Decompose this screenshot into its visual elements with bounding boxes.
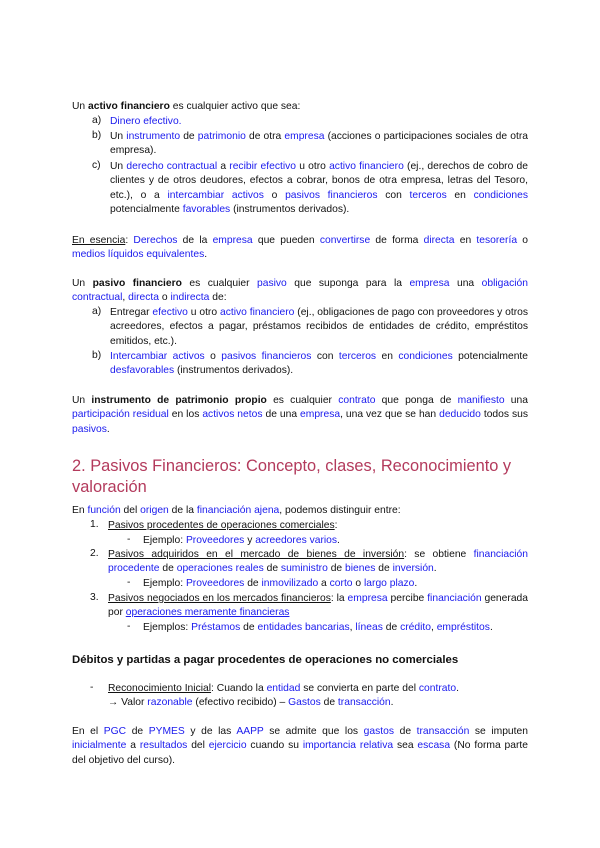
link-text[interactable]: escasa: [417, 740, 451, 752]
list-marker: 3.: [90, 592, 99, 603]
list-item: [92, 115, 528, 129]
link-text[interactable]: patrimonio: [197, 131, 246, 142]
link-text[interactable]: ejercicio: [208, 740, 247, 752]
link-text[interactable]: recibir efectivo: [229, 161, 296, 172]
link-text[interactable]: pasivos financieros: [285, 189, 378, 201]
link-text[interactable]: inmovilizado: [261, 578, 319, 589]
text: o: [263, 189, 286, 201]
text: de forma: [370, 235, 424, 246]
text: .: [489, 622, 493, 633]
link-text[interactable]: favorables: [182, 204, 231, 216]
link-text[interactable]: PGC: [103, 726, 127, 737]
link-text[interactable]: Dinero efectivo.: [110, 116, 182, 127]
text: (ej., obligaciones de pago con proveedores y otros acreedores, efectos a pagar, préstamos recibidos de entidades de crédito, empréstitos emitidos, etc.).: [110, 307, 529, 347]
activo-financiero-intro: [72, 100, 528, 114]
link-text[interactable]: condiciones: [473, 189, 528, 201]
link-text[interactable]: pasivos financieros: [221, 351, 312, 362]
list-marker: b): [92, 350, 102, 361]
link-text[interactable]: terceros: [409, 189, 447, 201]
link-text[interactable]: contrato: [418, 683, 457, 694]
text: de: [244, 578, 262, 589]
link-text[interactable]: inversión: [392, 563, 434, 575]
link-text[interactable]: origen: [140, 505, 169, 516]
text: .: [390, 697, 394, 709]
link-text[interactable]: medios líquidos equivalentes: [72, 249, 205, 261]
text: .: [414, 578, 418, 589]
text: (instrumentos derivados).: [174, 365, 294, 377]
list-marker: 1.: [90, 519, 99, 530]
link-text[interactable]: financiación procedente: [108, 549, 528, 575]
link-text[interactable]: empresa: [409, 278, 450, 289]
link-text[interactable]: intercambiar activos: [167, 189, 264, 201]
text: , una vez que se han: [340, 409, 440, 421]
link-text[interactable]: bienes: [345, 563, 376, 575]
text: de: [126, 726, 149, 737]
text: una: [449, 278, 482, 289]
text: que pueden: [252, 235, 320, 246]
list-marker: -: [127, 577, 131, 588]
text: todos sus: [480, 409, 529, 421]
text: en: [376, 351, 399, 362]
link-text[interactable]: Proveedores: [185, 578, 245, 589]
text: : Cuando la: [211, 683, 267, 694]
link-text[interactable]: entidades bancarias: [257, 622, 350, 633]
link-text[interactable]: entidad: [266, 683, 301, 694]
text: del: [120, 505, 141, 516]
list-marker: -: [127, 534, 131, 545]
link-text[interactable]: empresa: [284, 131, 325, 142]
link-text[interactable]: activo financiero: [219, 307, 295, 318]
text: o: [517, 235, 528, 246]
link-text[interactable]: financiación ajena: [196, 505, 280, 516]
link-text[interactable]: suministro: [280, 563, 328, 575]
text: .: [204, 249, 208, 261]
text: es cualquier activo que sea:: [169, 101, 301, 112]
text: de: [327, 563, 346, 575]
text: percibe: [387, 593, 428, 604]
link-text[interactable]: acreedores varios: [255, 535, 338, 546]
text: de una: [262, 409, 301, 421]
text: En el: [72, 726, 104, 737]
text: ,: [349, 622, 356, 633]
text: de la: [177, 235, 213, 246]
text: a: [318, 578, 330, 589]
text: de: [320, 697, 338, 709]
text: es cualquier: [181, 278, 258, 289]
link-text[interactable]: activo financiero: [329, 161, 404, 172]
sub-list-item: [127, 577, 527, 591]
link-text[interactable]: operaciones meramente financieras: [125, 607, 290, 619]
link-text[interactable]: directa: [423, 235, 455, 246]
text: u otro: [296, 161, 330, 172]
text: u otro: [187, 307, 220, 318]
text: .: [433, 563, 437, 575]
text: ,: [122, 292, 129, 304]
list-marker: b): [92, 130, 102, 141]
text: (ej., derechos de cobro de clientes y de otros deudores, efectos a cobrar, bonos de otra empresa, letras del Tesoro, etc.), o a: [110, 161, 528, 201]
text: Pasivos procedentes de operaciones comerciales: [108, 520, 335, 531]
text: Un: [72, 278, 93, 289]
link-text[interactable]: gastos: [363, 726, 395, 737]
link-text[interactable]: manifiesto: [457, 395, 505, 406]
list-marker: 2.: [90, 548, 99, 559]
list-item: [92, 350, 528, 379]
link-text[interactable]: empresa: [300, 409, 341, 421]
link-text[interactable]: pasivos: [72, 423, 107, 435]
link-text[interactable]: operaciones reales: [176, 563, 264, 575]
text: Pasivos adquiridos en el mercado de bienes de inversión: [108, 549, 405, 560]
text: en los: [168, 409, 203, 421]
financiacion-intro: [72, 504, 528, 518]
bullet-item: [90, 682, 528, 711]
text: de la: [168, 505, 197, 516]
text: es cualquier: [266, 395, 339, 406]
en-esencia-paragraph: [72, 234, 528, 263]
text: una: [504, 395, 528, 406]
term-pasivo-financiero: pasivo financiero: [92, 278, 182, 289]
link-text[interactable]: transacción: [416, 726, 470, 737]
sub-list-item: [127, 534, 527, 548]
text: de:: [209, 292, 227, 304]
text: (acciones o participaciones sociales de otra empresa).: [110, 131, 528, 157]
list-marker: -: [90, 682, 94, 693]
text: cuando su: [246, 740, 303, 752]
text: del: [187, 740, 209, 752]
text: en: [454, 235, 477, 246]
link-text[interactable]: corto: [329, 578, 353, 589]
text: (efectivo recibido) –: [192, 697, 289, 709]
text: o: [204, 351, 222, 362]
text: de: [382, 622, 401, 633]
text: (No forma parte del objetivo del curso).: [72, 740, 529, 766]
text: ,: [430, 622, 437, 633]
text: Pasivos negociados en los mercados financieros: [108, 593, 331, 604]
link-text[interactable]: Derechos: [133, 235, 178, 246]
link-text[interactable]: tesorería: [476, 235, 518, 246]
link-text[interactable]: Proveedores: [185, 535, 245, 546]
text: de: [240, 622, 258, 633]
text: potencialmente: [110, 204, 183, 216]
pasivo-financiero-intro: [72, 277, 528, 306]
link-text[interactable]: instrumento: [126, 131, 181, 142]
link-text[interactable]: inicialmente: [72, 740, 127, 752]
list-item: [92, 306, 528, 349]
sub-list-item: [127, 621, 527, 635]
link-text[interactable]: Préstamos: [191, 622, 241, 633]
link-text[interactable]: pasivo: [257, 278, 287, 289]
link-text[interactable]: empresa: [212, 235, 253, 246]
text: a: [126, 740, 140, 752]
text: con: [377, 189, 410, 201]
list-marker: c): [92, 160, 101, 171]
text: Un: [110, 161, 127, 172]
term-instrumento-patrimonio: instrumento de patrimonio propio: [91, 395, 267, 406]
link-text[interactable]: condiciones: [398, 351, 453, 362]
text: potencialmente: [452, 351, 529, 362]
text: : la: [330, 593, 348, 604]
link-text[interactable]: AAPP: [236, 726, 264, 737]
link-text[interactable]: directa: [128, 292, 160, 304]
text: se admite que los: [263, 726, 364, 737]
link-text[interactable]: indirecta: [170, 292, 210, 304]
text: :: [125, 235, 134, 246]
pgc-pymes-paragraph: [72, 725, 528, 768]
text: se imputen: [469, 726, 528, 737]
text: Ejemplo:: [143, 578, 186, 589]
text: de: [159, 563, 177, 575]
list-marker: -: [127, 621, 131, 632]
text: (instrumentos derivados).: [230, 204, 350, 216]
term-activo-financiero: activo financiero: [88, 101, 170, 112]
text: Un: [110, 131, 127, 142]
subheading: Débitos y partidas a pagar procedentes de operaciones no comerciales: [72, 654, 459, 666]
text: que ponga de: [375, 395, 458, 406]
list-item: [92, 160, 528, 218]
list-item: [92, 130, 528, 159]
link-text[interactable]: Intercambiar activos: [110, 351, 205, 362]
link-text[interactable]: transacción: [337, 697, 391, 709]
link-text[interactable]: terceros: [338, 351, 377, 362]
text: de: [394, 726, 417, 737]
link-text[interactable]: función: [87, 505, 121, 516]
link-text[interactable]: Gastos: [288, 697, 321, 709]
text: o: [159, 292, 171, 304]
link-text[interactable]: participación residual: [72, 409, 169, 421]
link-text[interactable]: desfavorables: [110, 365, 175, 377]
link-text[interactable]: líneas: [355, 622, 383, 633]
text: de otra: [245, 131, 285, 142]
list-item: [90, 548, 528, 577]
text: Ejemplos:: [143, 622, 192, 633]
link-text[interactable]: largo plazo: [364, 578, 415, 589]
text: de: [263, 563, 281, 575]
text: en: [446, 189, 474, 201]
link-text[interactable]: empréstitos: [436, 622, 490, 633]
text: .: [106, 423, 110, 435]
text: .: [337, 535, 340, 546]
link-text[interactable]: efectivo: [152, 307, 188, 318]
text: → Valor: [108, 697, 148, 709]
text: generada por: [108, 593, 528, 619]
link-text[interactable]: financiación: [427, 593, 482, 604]
text: de: [180, 131, 198, 142]
link-text[interactable]: resultados: [139, 740, 188, 752]
list-item: [90, 592, 528, 621]
link-text[interactable]: empresa: [347, 593, 388, 604]
text: Ejemplo:: [143, 535, 186, 546]
text: En esencia: [72, 235, 126, 246]
text: : se obtiene: [404, 549, 474, 560]
list-marker: a): [92, 115, 102, 126]
link-text[interactable]: importancia relativa: [302, 740, 394, 752]
link-text[interactable]: crédito: [400, 622, 431, 633]
link-text[interactable]: razonable: [147, 697, 193, 709]
text: se convierta en parte del: [300, 683, 419, 694]
text: En: [72, 505, 88, 516]
text: o: [352, 578, 364, 589]
text: de: [375, 563, 393, 575]
text: Entregar: [110, 307, 153, 318]
text: Un: [72, 101, 89, 112]
link-text[interactable]: obligación contractual: [72, 278, 528, 304]
text: y: [244, 535, 256, 546]
link-text[interactable]: convertirse: [319, 235, 371, 246]
link-text[interactable]: contrato: [338, 395, 376, 406]
link-text[interactable]: deducido: [439, 409, 481, 421]
link-text[interactable]: derecho contractual: [126, 161, 218, 172]
text: , podemos distinguir entre:: [279, 505, 401, 516]
list-marker: a): [92, 306, 102, 317]
instrumento-patrimonio-paragraph: [72, 394, 528, 437]
text: con: [311, 351, 339, 362]
text: Un: [72, 395, 92, 406]
text: Reconocimiento Inicial: [108, 683, 212, 694]
section-title: 2. Pasivos Financieros: Concepto, clases, Reconocimiento y valoración: [72, 457, 512, 496]
text: a: [217, 161, 230, 172]
text: :: [334, 520, 338, 531]
text: sea: [393, 740, 418, 752]
link-text[interactable]: activos netos: [202, 409, 263, 421]
text: que suponga para la: [286, 278, 410, 289]
text: .: [456, 683, 459, 694]
text: y de las: [184, 726, 237, 737]
link-text[interactable]: PYMES: [148, 726, 185, 737]
list-item: [90, 519, 528, 533]
